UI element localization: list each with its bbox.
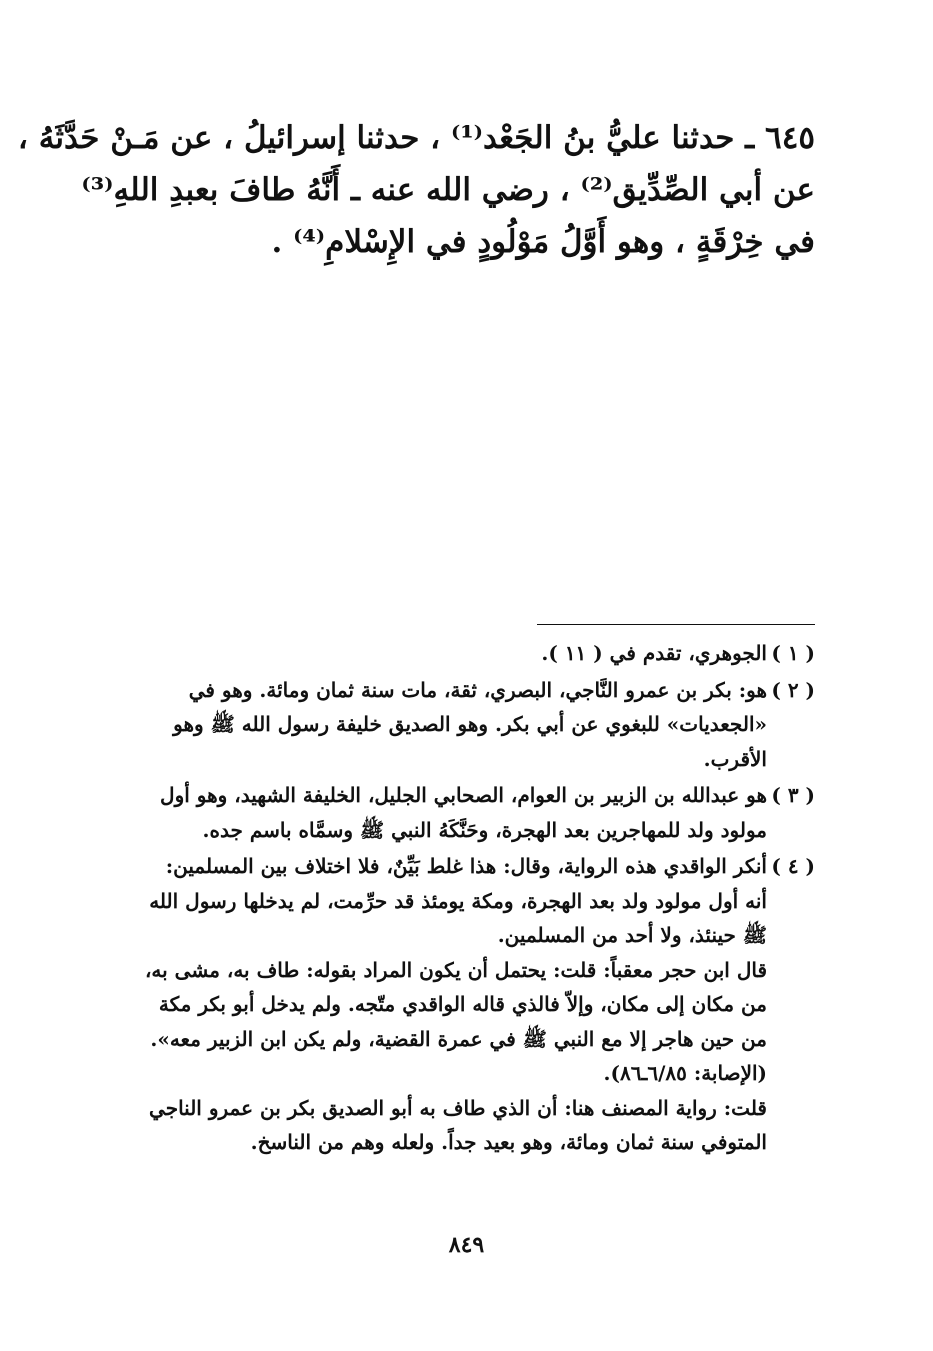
footnote-line: قلت: رواية المصنف هنا: أن الذي طاف به أبو الصديق بكر بن عمرو الناجي: [149, 1095, 767, 1120]
footnote-4: [115, 849, 815, 1160]
footnote-line: أنه أول مولود ولد بعد الهجرة، ومكة يومئذ قد حرِّمت، لم يدخلها رسول الله: [149, 888, 767, 913]
footnote-line: هو عبدالله بن الزبير بن العوام، الصحابي الجليل، الخليفة الشهيد، وهو أول: [160, 783, 767, 807]
hadith-text: [17, 112, 815, 268]
footnote-number: ( ٢ ): [771, 677, 815, 702]
footnote-number: ( ٤ ): [771, 854, 815, 878]
footnote-line: الجوهري، تقدم في ( ١١ ).: [541, 641, 767, 665]
footnote-separator: [537, 624, 815, 625]
hadith-line: ٦٤٥ ـ حدثنا عليُّ بنُ الجَعْد⁽¹⁾ ، حدثنا إسرائيلُ ، عن مَـنْ حَدَّثَهُ ،: [17, 120, 815, 156]
footnote-number: ( ٣ ): [771, 783, 815, 807]
page-number: ٨٤٩: [448, 1232, 485, 1258]
footnote-2: [115, 673, 815, 777]
footnote-line: الأقرب.: [703, 746, 767, 771]
hadith-line: في خِرْقَةٍ ، وهو أَوَّلُ مَوْلُودٍ في الإِسْلامِ⁽⁴⁾ .: [271, 224, 815, 260]
hadith-line: عن أبي الصِّدِّيق⁽²⁾ ، رضي الله عنه ـ أَنَّهُ طافَ بعبدِ اللهِ⁽³⁾: [81, 172, 815, 208]
footnote-line: من حين هاجر إلا مع النبي ﷺ في عمرة القضية، ولم يكن ابن الزبير معه».: [150, 1026, 767, 1051]
footnote-line: ﷺ حينئذ، ولا أحد من المسلمين.: [497, 923, 767, 947]
footnote-line: هو: بكر بن عمرو النَّاجي، البصري، ثقة، مات سنة ثمان ومائة. وهو في: [188, 677, 767, 702]
footnote-line: مولود ولد للمهاجرين بعد الهجرة، وحَنَّكَهُ النبي ﷺ وسمَّاه باسم جده.: [202, 817, 767, 842]
footnote-line: (الإصابة: ٦/٨٥ـ٨٦).: [603, 1061, 767, 1085]
footnote-line: قال ابن حجر معقباً: قلت: يحتمل أن يكون المراد بقوله: طاف به، مشى به،: [144, 957, 767, 982]
footnote-line: من مكان إلى مكان، وإلاّ فالذي قاله الواقدي متّجه. ولم يدخل أبو بكر مكة: [158, 992, 767, 1016]
footnote-number: ( ١ ): [771, 641, 815, 665]
footnotes: [115, 636, 815, 1162]
footnote-line: «الجعديات» للبغوي عن أبي بكر. وهو الصديق خليفة رسول الله ﷺ وهو: [173, 712, 767, 736]
footnote-line: أنكر الواقدي هذه الرواية، وقال: هذا غلط بَيِّنٌ، فلا اختلاف بين المسلمين:: [165, 854, 767, 878]
footnote-3: [115, 778, 815, 847]
footnote-line: المتوفي سنة ثمان ومائة، وهو بعيد جداً. ولعله وهم من الناسخ.: [250, 1130, 767, 1154]
footnote-1: [115, 636, 815, 671]
